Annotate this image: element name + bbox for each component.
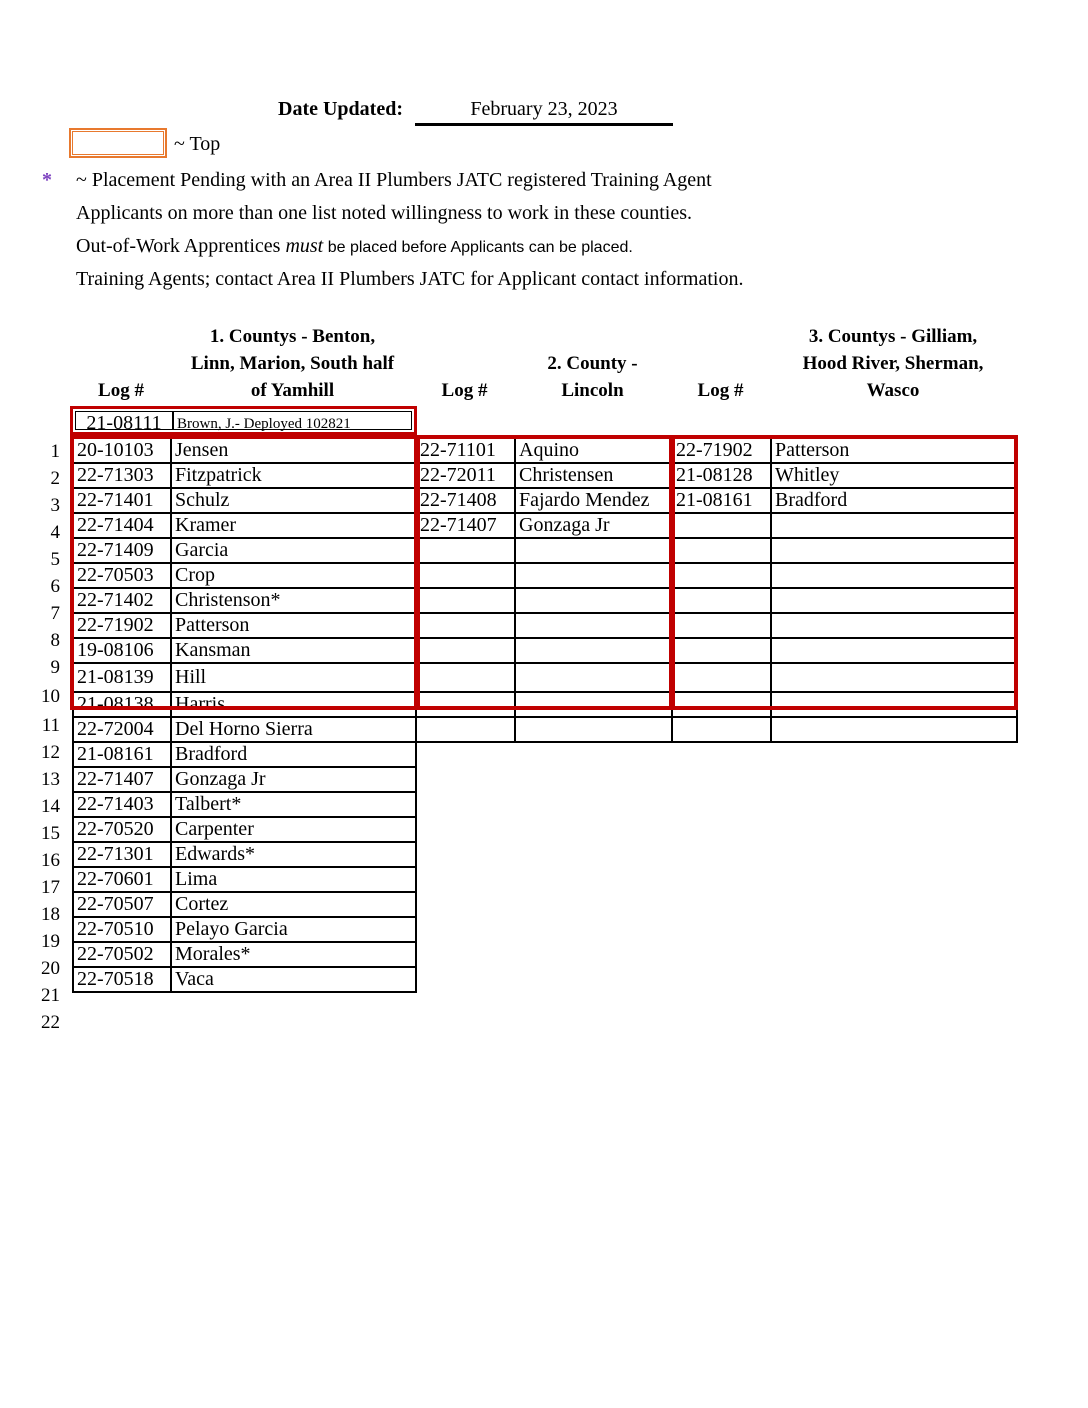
note-training-agents: Training Agents; contact Area II Plumbers JATC for Applicant contact information. [76,268,744,290]
table-row: 22-71101 Aquino 22-71902 Patterson [416,438,1017,463]
table-row: 22-72011 Christensen 21-08128 Whitley [416,463,1017,488]
note-out-of-work: Out-of-Work Apprentices must be placed before Applicants can be placed. [76,235,633,257]
note-emphasis: must [285,235,324,257]
table-row: 22-70518 Vaca [73,967,416,992]
table-row [416,638,1017,663]
list1-log-header: Log # [98,380,144,401]
table-row: 22-70507 Cortez [73,892,416,917]
note-multiple-lists: Applicants on more than one list noted willingness to work in these counties. [76,202,693,224]
table-row: 22-71409 Garcia [73,538,416,563]
deployed-name: Brown, J.- Deployed 102821 [177,416,351,432]
table-row: 22-71303 Fitzpatrick [73,463,416,488]
top-legend-swatch [70,129,166,157]
list3-title: 3. Countys - Gilliam, Hood River, Sherman, Wasco [802,326,984,401]
table-row: 22-71407 Gonzaga Jr [73,767,416,792]
table-row: 22-71401 Schulz [73,488,416,513]
table-row: 22-71301 Edwards* [73,842,416,867]
deployed-log: 21-08111 [76,412,174,429]
list2-list3-table [415,437,1018,743]
table-row: 22-71402 Christenson* [73,588,416,613]
table-row [416,588,1017,613]
table-row: 22-71407 Gonzaga Jr [416,513,1017,538]
table-row [416,663,1017,692]
top-legend-label: ~ Top [174,133,221,155]
table-row [416,613,1017,638]
list1-title: 1. Countys - Benton, Linn, Marion, South half of Yamhill [190,326,395,401]
table-row: 22-70510 Pelayo Garcia [73,917,416,942]
list1-table [72,437,417,993]
asterisk-legend-icon: * [42,169,52,191]
table-row: 21-08161 Bradford [73,742,416,767]
table-row: 21-08138 Harris [73,692,416,717]
table-row: 19-08106 Kansman [73,638,416,663]
table-row: 22-71404 Kramer [73,513,416,538]
list2-log-header: Log # [441,380,488,401]
table-row: 22-70601 Lima [73,867,416,892]
table-row: 22-70520 Carpenter [73,817,416,842]
table-row: 22-70502 Morales* [73,942,416,967]
table-row: 22-72004 Del Horno Sierra [73,717,416,742]
list3-log-header: Log # [697,380,744,401]
table-row: 22-71403 Talbert* [73,792,416,817]
table-row [416,717,1017,742]
table-row [416,538,1017,563]
date-updated-label: Date Updated: [278,98,403,120]
asterisk-legend-text: ~ Placement Pending with an Area II Plumbers JATC registered Training Agent [76,169,712,191]
table-row [416,692,1017,717]
list2-title: 2. County - Lincoln [547,353,638,401]
table-row [416,563,1017,588]
table-row: 21-08139 Hill [73,663,416,692]
row-numbers: 1 2 3 4 5 6 7 8 9 10 11 12 13 14 15 16 17 18 19 20 21 22 [41,441,60,1033]
table-row: 22-71408 Fajardo Mendez 21-08161 Bradford [416,488,1017,513]
table-row: 20-10103 Jensen [73,438,416,463]
table-row: 22-71902 Patterson [73,613,416,638]
table-row: 22-70503 Crop [73,563,416,588]
date-updated-value: February 23, 2023 [415,98,673,126]
deployed-row [70,406,417,435]
